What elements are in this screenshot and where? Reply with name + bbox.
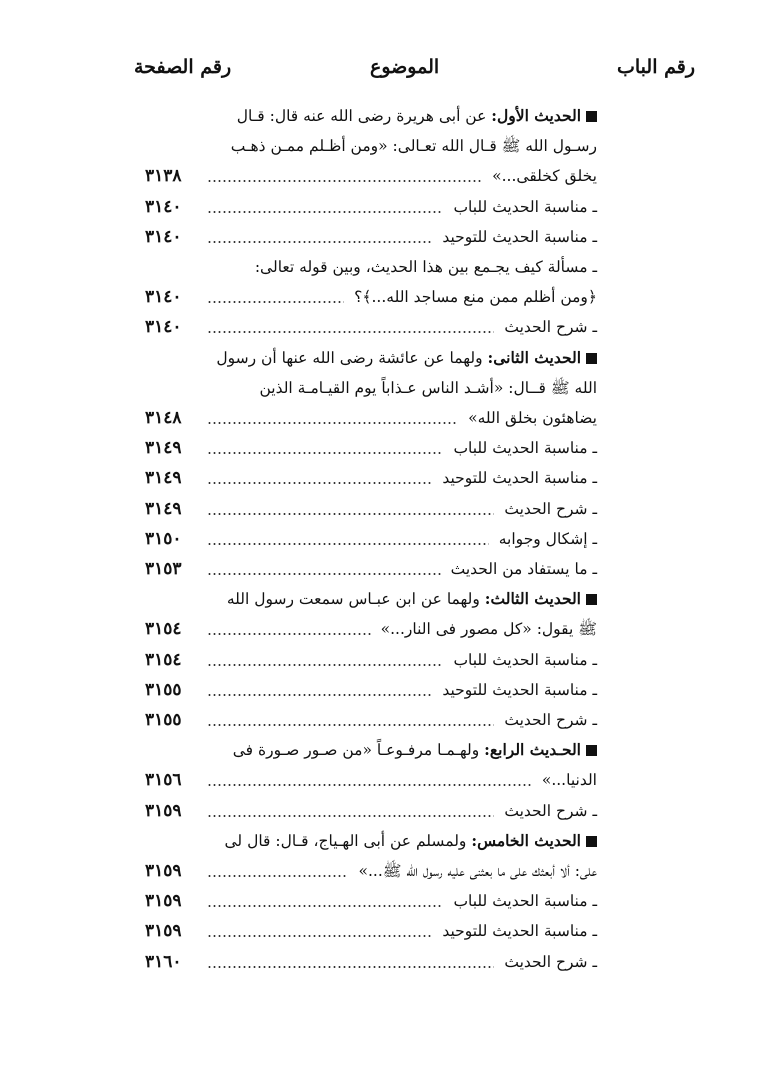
toc-entry xyxy=(145,101,597,131)
column-header-subject: الموضوع xyxy=(370,56,440,78)
toc-entry-page-number: ٣١٦٠ xyxy=(145,951,182,972)
toc-entry-title: الحديث الخامس: ولمسلم عن أبى الهـياج، قـال: قال لى xyxy=(225,826,598,856)
toc-entry-page-number: ٣١٥٩ xyxy=(145,800,182,821)
dot-leader xyxy=(207,452,443,454)
toc-entry-page-number: ٣١٤٠ xyxy=(145,196,182,217)
toc-entry-page-number: ٣١٥٣ xyxy=(145,559,182,579)
toc-entry xyxy=(145,524,597,554)
toc-entry-page-number: ٣١٥٥ xyxy=(145,679,182,700)
dot-leader xyxy=(207,664,443,666)
toc-entry-page-number: ٣١٤٠ xyxy=(145,226,182,247)
toc-entry-page-number: ٣١٥٩ xyxy=(145,891,182,912)
toc-entry xyxy=(145,735,597,765)
toc-entry xyxy=(145,222,597,252)
toc-entry xyxy=(145,252,597,282)
dot-leader xyxy=(207,966,494,968)
toc-entry-title: ـ مناسبة الحديث للتوحيد xyxy=(442,922,597,941)
toc-entry-title: ـ شرح الحديث xyxy=(504,801,597,820)
dot-leader xyxy=(207,935,432,937)
toc-entry xyxy=(145,796,597,826)
column-header-chapter-number: رقم الباب xyxy=(617,56,695,78)
toc-entry-page-number: ٣١٥٥ xyxy=(145,710,182,730)
toc-entry-title: ـ مسألة كيف يجـمع بين هذا الحديث، وبين قوله تعالى: xyxy=(254,258,597,276)
toc-entry-title: ـ شرح الحديث xyxy=(504,318,597,337)
toc-entry xyxy=(145,433,597,463)
toc-entry xyxy=(145,312,597,342)
dot-leader xyxy=(207,301,344,303)
toc-entry-title: ـ إشكال وجوابه xyxy=(498,529,597,548)
dot-leader xyxy=(207,815,494,817)
toc-entry-page-number: ٣١٣٨ xyxy=(145,166,182,187)
toc-entry-title: ـ شرح الحديث xyxy=(504,711,597,729)
toc-entry-page-number: ٣١٥٤ xyxy=(145,619,182,640)
toc-entry xyxy=(145,916,597,946)
toc-entry-title: ـ مناسبة الحديث للباب xyxy=(453,650,597,669)
toc-entry-page-number: ٣١٥٠ xyxy=(145,528,182,549)
toc-entry-title: يخلق كخلقى...» xyxy=(492,167,597,186)
toc-entry xyxy=(145,947,597,977)
toc-entry-title: ـ مناسبة الحديث للتوحيد xyxy=(442,680,597,699)
toc-entry-title: يضاهئون بخلق الله» xyxy=(468,409,597,427)
toc-entry-title: ـ مناسبة الحديث للباب xyxy=(453,892,597,911)
toc-entry xyxy=(145,705,597,735)
toc-entry-title: الحديث الأول: عن أبى هريرة رضى الله عنه قال: قـال xyxy=(237,101,597,131)
toc-entry xyxy=(145,675,597,705)
toc-entry-title: ـ شرح الحديث xyxy=(504,952,597,971)
toc-entry-page-number: ٣١٤٩ xyxy=(145,498,182,519)
toc-entry-title: ـ مناسبة الحديث للتوحيد xyxy=(442,469,597,488)
toc-entry-title: ﴿ومن أظلم ممن منع مساجد الله...﴾؟ xyxy=(354,288,597,307)
toc-entry-page-number: ٣١٤٩ xyxy=(145,468,182,489)
bullet-square-icon xyxy=(586,353,597,364)
toc-entry-page-number: ٣١٥٦ xyxy=(145,770,182,791)
toc-entry-title: ـ شرح الحديث xyxy=(504,499,597,518)
toc-entry xyxy=(145,373,597,403)
dot-leader xyxy=(207,784,532,786)
bullet-square-icon xyxy=(586,745,597,756)
toc-entry xyxy=(145,343,597,373)
toc-entry xyxy=(145,463,597,493)
toc-entry xyxy=(145,192,597,222)
toc-entry-title: الحديث الثالث: ولهما عن ابن عبـاس سمعت رسول الله xyxy=(227,584,597,614)
toc-entry-title: الحديث الثانى: ولهما عن عائشة رضى الله عنها أن رسول xyxy=(216,343,597,373)
toc-entry-title: ﷺ يقول: «كل مصور فى النار...» xyxy=(380,620,597,639)
dot-leader xyxy=(207,875,348,877)
dot-leader xyxy=(207,543,489,545)
dot-leader xyxy=(207,422,458,424)
toc-entry xyxy=(145,403,597,433)
toc-entry-page-number: ٣١٤٨ xyxy=(145,408,182,428)
toc-entry-title: ـ مناسبة الحديث للباب xyxy=(453,439,597,458)
dot-leader xyxy=(207,482,432,484)
toc-entry-page-number: ٣١٤٠ xyxy=(145,317,182,338)
dot-leader xyxy=(207,211,443,213)
toc-entry-page-number: ٣١٥٩ xyxy=(145,921,182,942)
toc-entry-page-number: ٣١٥٩ xyxy=(145,861,182,881)
toc-entry xyxy=(145,614,597,644)
toc-entry-page-number: ٣١٤٠ xyxy=(145,287,182,308)
dot-leader xyxy=(207,241,432,243)
toc-entry xyxy=(145,161,597,191)
toc-entry xyxy=(145,584,597,614)
toc-entry-title: رسـول الله ﷺ قـال الله تعـالى: «ومن أظـلم ممـن ذهـب xyxy=(230,137,597,156)
toc-entry-title: ـ مناسبة الحديث للباب xyxy=(453,197,597,216)
toc-entry xyxy=(145,131,597,161)
toc-entry xyxy=(145,282,597,312)
toc-entry xyxy=(145,886,597,916)
dot-leader xyxy=(207,905,443,907)
bullet-square-icon xyxy=(586,111,597,122)
dot-leader xyxy=(207,573,441,575)
toc-entry-title: الدنيا...» xyxy=(541,771,597,790)
toc-entry xyxy=(145,765,597,795)
toc-entry-title: الحـديث الرابع: ولهـمـا مرفـوعـاً «من صـور صـورة فى xyxy=(233,735,597,765)
dot-leader xyxy=(207,633,371,635)
toc-entry xyxy=(145,856,597,886)
dot-leader xyxy=(207,694,432,696)
toc-entry-page-number: ٣١٥٤ xyxy=(145,649,182,670)
toc-entry-title: ـ مناسبة الحديث للتوحيد xyxy=(442,227,597,246)
toc-entry xyxy=(145,645,597,675)
toc-entry-title: ـ ما يستفاد من الحديث xyxy=(450,560,597,578)
dot-leader xyxy=(207,331,494,333)
column-header-page-number: رقم الصفحة xyxy=(134,56,232,78)
toc-entry-title: الله ﷺ قــال: «أشـد الناس عـذاباً يوم القيـامـة الذين xyxy=(259,378,597,397)
toc-entry xyxy=(145,554,597,584)
toc-entry xyxy=(145,494,597,524)
toc-entry-page-number: ٣١٤٩ xyxy=(145,438,182,459)
toc-entry xyxy=(145,826,597,856)
dot-leader xyxy=(207,180,482,182)
dot-leader xyxy=(207,513,494,515)
bullet-square-icon xyxy=(586,594,597,605)
bullet-square-icon xyxy=(586,836,597,847)
dot-leader xyxy=(207,724,494,726)
toc-entry-title: على: ألا أبعثك على ما بعثنى عليه رسول الله ﷺ...» xyxy=(358,862,597,880)
